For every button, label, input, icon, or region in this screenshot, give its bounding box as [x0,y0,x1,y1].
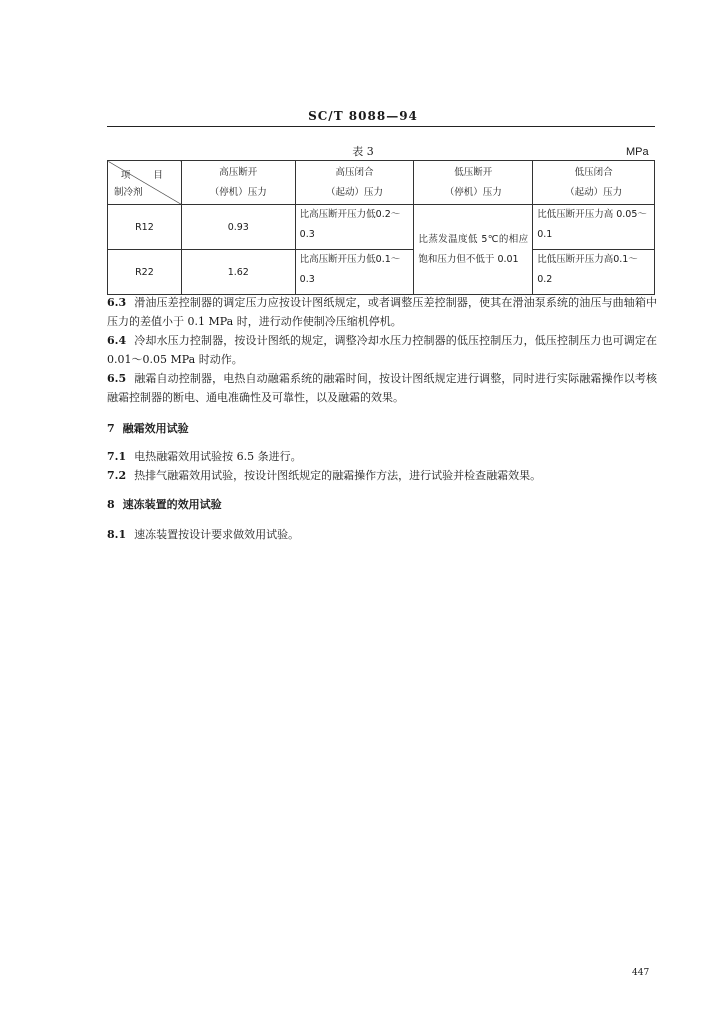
clause-text: 电热融霜效用试验按 6.5 条进行。 [134,450,302,463]
clause-number: 6.4 [107,334,127,347]
lp-close-cell: 比低压断开压力高0.1～0.2 [533,250,655,295]
clause-7-1 [107,447,657,466]
clause-text: 速冻装置按设计要求做效用试验。 [134,528,300,541]
section-title: 融霜效用试验 [122,422,189,435]
hp-open-cell: 1.62 [181,250,295,295]
clause-text: 融霜自动控制器，电热自动融霜系统的融霜时间，按设计图纸规定进行调整，同时进行实际融霜操作以考核融霜控制器的断电、通电准确性及可靠性，以及融霜的效果。 [107,372,657,404]
column-header-line2: （停机）压力 [209,186,267,198]
clause-number: 7.2 [107,469,127,482]
column-header-line2: （起动）压力 [565,186,623,198]
column-header-hp-open [181,161,295,205]
clause-6-5 [107,369,657,407]
column-header-line2: （起动）压力 [326,186,384,198]
section-title: 速冻装置的效用试验 [122,498,222,511]
column-header-lp-open [414,161,533,205]
hp-open-cell: 0.93 [181,205,295,250]
column-header-hp-close [295,161,414,205]
column-header-line2: （停机）压力 [444,186,502,198]
table-unit: MPa [626,146,649,158]
clause-number: 6.3 [107,296,127,309]
clauses-6-block [107,293,657,407]
hp-close-cell: 比高压断开压力低0.1～0.3 [295,250,414,295]
corner-refrigerant-label: 制冷剂 [114,187,143,198]
pressure-controller-table [107,160,655,295]
hp-close-cell: 比高压断开压力低0.2～0.3 [295,205,414,250]
column-header-line1: 低压断开 [454,166,493,178]
clause-number: 7.1 [107,450,127,463]
refrigerant-cell: R22 [108,250,182,295]
clause-8-1 [107,525,657,544]
table-row-r22 [108,250,655,295]
section-7-heading [107,419,657,438]
table-row-r12 [108,205,655,250]
section-number: 7 [107,422,115,435]
section-7-items [107,447,657,485]
column-header-line1: 低压闭合 [574,166,613,178]
column-header-lp-close [533,161,655,205]
table-corner-cell [108,161,182,205]
standard-code-header: SC/T 8088—94 [308,109,418,123]
table-caption: 表 3 [352,145,374,158]
page-number: 447 [632,968,650,978]
clause-6-4 [107,331,657,369]
clause-7-2 [107,466,657,485]
lp-close-cell: 比低压断开压力高 0.05～0.1 [533,205,655,250]
section-8-items [107,525,657,544]
refrigerant-cell: R12 [108,205,182,250]
clause-number: 6.5 [107,372,127,385]
corner-item-label: 项 目 [120,170,173,181]
table-header-row [108,161,655,205]
section-8-heading [107,495,657,514]
lp-open-shared-cell: 比蒸发温度低 5℃的相应饱和压力但不低于 0.01 [414,205,533,295]
clause-number: 8.1 [107,528,127,541]
clause-text: 滑油压差控制器的调定压力应按设计图纸规定，或者调整压差控制器，使其在滑油泵系统的油压与曲轴箱中压力的差值小于 0.1 MPa 时，进行动作使制冷压缩机停机。 [107,296,657,328]
header-rule [107,126,655,127]
clause-text: 冷却水压力控制器，按设计图纸的规定，调整冷却水压力控制器的低压控制压力，低压控制压力也可调定在 0.01～0.05 MPa 时动作。 [107,334,657,366]
column-header-line1: 高压闭合 [335,166,374,178]
clause-text: 热排气融霜效用试验，按设计图纸规定的融霜操作方法，进行试验并检查融霜效果。 [134,469,542,482]
column-header-line1: 高压断开 [219,166,258,178]
section-number: 8 [107,498,115,511]
clause-6-3 [107,293,657,331]
